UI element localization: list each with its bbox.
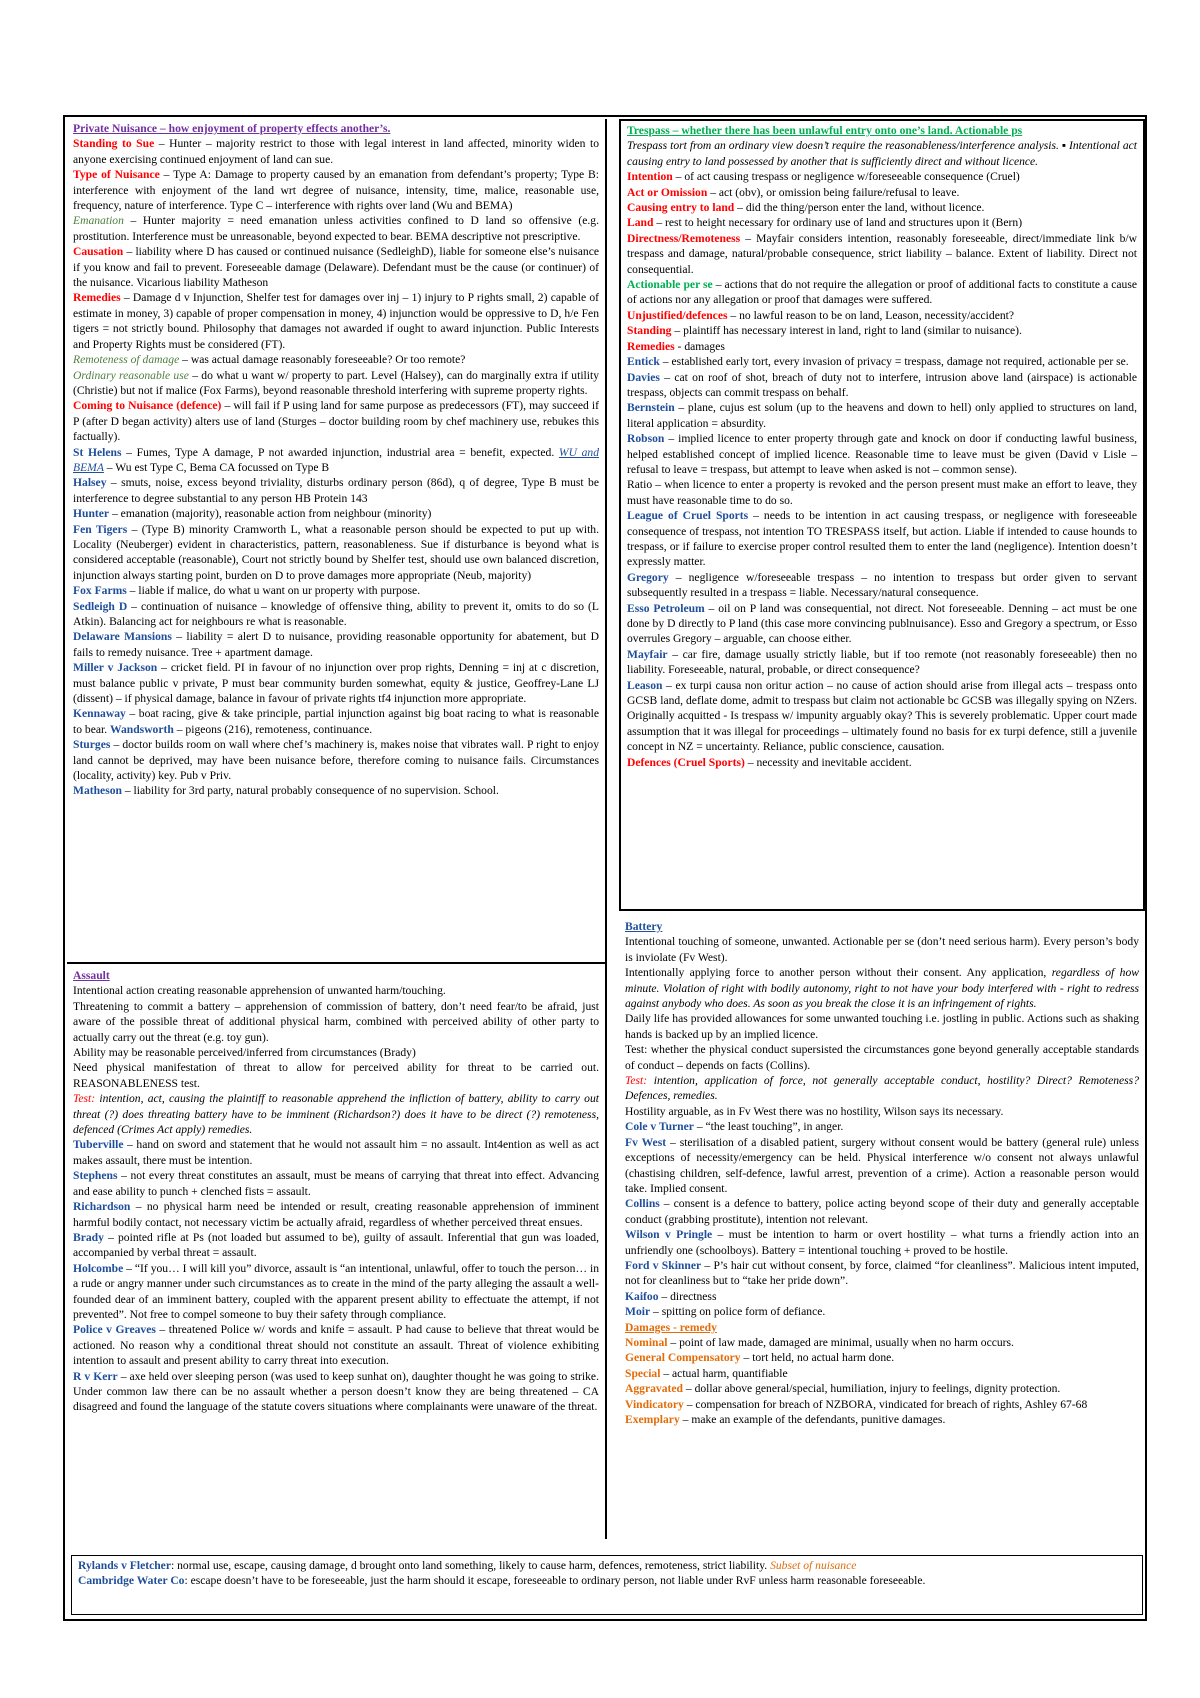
st-helens: St Helens – Fumes, Type A damage, P not awarded injunction, industrial area = benefit, expected. WU and BEMA – Wu est Type C, Bema CA focussed on Type B xyxy=(73,445,600,474)
battery-title: Battery xyxy=(625,920,663,933)
league-of-cruel-sports: League of Cruel Sports – needs to be intention in act causing trespass, or negligence with foreseeable consequence of trespass, not intention TO TRESPASS itself, but action. Liable if intended to cause hounds to trespass, or if failure to exercise proper control resulted them to enter the land (negligence). Intention doesn’t expressly matter. xyxy=(627,509,1137,569)
causation: Causation – liability where D has caused or continued nuisance (SedleighD), liable for someone else’s nuisance if you know and fail to prevent. Foreseeable damage (Delaware). Defendant must be the cause (or continuer) of the nuisance. Vicarious liability Matheson xyxy=(73,245,599,290)
nominal-damages: Nominal – point of law made, damaged are minimal, usually when no harm occurs. xyxy=(625,1335,1014,1349)
kennaway: Kennaway – boat racing, give & take principle, partial injunction against big boat racing to what is reasonable to bear. Wandsworth – pigeons (216), remoteness, continuance. xyxy=(73,707,599,736)
intention: Intention – of act causing trespass or negligence w/foreseeable consequence (Cruel) xyxy=(627,170,1020,184)
fv-west: Fv West – sterilisation of a disabled patient, surgery without consent would be battery (general rule) unless exceptions of necessity/emergency can be held. Physical interference w/o consent not always unlawful (chastising children, self-defence, lawful arrest, prevention of a crime). Action a reasonable person would take. Implied consent. xyxy=(625,1135,1139,1195)
cole-v-turner: Cole v Turner – “the least touching”, in anger. xyxy=(625,1120,844,1134)
police-v-greaves: Police v Greaves – threatened Police w/ words and knife = assault. P had cause to believe that threat would be actioned. No reason why a conditional threat should not constitute an assault. Threat of violence exhibiting intention to assault and present ability to carry threat into execution. xyxy=(73,1323,599,1368)
battery-daily-life: Daily life has provided allowances for some unwanted touching i.e. jostling in public. Actions such as shaking hands is backed up by an implied licence. xyxy=(625,1012,1139,1041)
battery-test-collins: Test: whether the physical conduct supersisted the circumstances gone beyond generally acceptable standards of conduct – depends on facts (Collins). xyxy=(625,1043,1139,1072)
gregory: Gregory – negligence w/foreseeable trespass – no intention to trespass but order given to servant subsequently resulted in a trespass = liable. Necessary/natural consequence. xyxy=(627,570,1137,600)
unjustified-defences: Unjustified/defences – no lawful reason to be on land, Leason, necessity/accident? xyxy=(627,308,1015,322)
land: Land – rest to height necessary for ordinary use of land and structures upon it (Bern) xyxy=(627,216,1023,230)
brady: Brady – pointed rifle at Ps (not loaded but assumed to be), guilty of assault. Inferential that gun was loaded, accompanied by verbal threat = assault. xyxy=(73,1230,599,1260)
miller-v-jackson: Miller v Jackson – cricket field. PI in favour of no injunction over prop rights, Denning = inj at c discretion, must balance public v private, P must bear community burden somewhat, equity & justice, Geoffrey-Lane LJ (dissent) – if physical damage, balance in favour of private rights tf4 injunction more appropriate. xyxy=(73,661,599,706)
kaifoo: Kaifoo – directness xyxy=(625,1289,717,1303)
sturges: Sturges – doctor builds room on wall where chef’s machinery is, makes noise that vibrates wall. P right to enjoy land cannot be deprived, may have been nuisance before, therefore coming to nuisance fails. Circumstances (locality, activity) key. Pub v Priv. xyxy=(73,738,599,783)
delaware-mansions: Delaware Mansions – liability = alert D to nuisance, providing reasonable opportunity for abatement, but D fails to remedy nuisance. Tree + apartment damage. xyxy=(73,630,600,659)
causing-entry: Causing entry to land – did the thing/person enter the land, without licence. xyxy=(627,201,985,215)
assault-definition: Intentional action creating reasonable apprehension of unwanted harm/touching. xyxy=(73,984,446,998)
trespass-remedies: Remedies - damages xyxy=(627,339,725,353)
robson-ratio: Ratio – when licence to enter a property is revoked and the person present must make an effort to leave, they must have reasonable time to do so. xyxy=(627,478,1137,507)
battery-test: Test: intention, application of force, not generally acceptable conduct, hostility? Direct? Remoteness? Defences, remedies. xyxy=(625,1074,1139,1103)
halsey: Halsey – smuts, noise, excess beyond triviality, disturbs ordinary person (86d), q of degree, Type B must be interference to degree substantial to any person HB Protein 143 xyxy=(73,476,599,505)
leason: Leason – ex turpi causa non oritur action – no cause of action should arise from illegal acts – trespass onto GCSB land, deflate dome, admit to trespass but claim not actionable bc GCSB was illegally spying on NZers. Originally acquitted - Is trespass w/ impunity arguably okay? This is severely problematic. Upper court made assumption that it was illegal for proceedings – ultimately found no basis for ex turpi defence, still a juvenile concept in NZ = uncertainty. Reliance, public conscience, causation. xyxy=(627,678,1137,754)
act-or-omission: Act or Omission – act (obv), or omission being failure/refusal to leave. xyxy=(627,185,960,199)
moir: Moir – spitting on police form of defiance. xyxy=(625,1305,826,1319)
left-column xyxy=(67,119,607,1539)
entick: Entick – established early tort, every invasion of privacy = trespass, damage not required, actionable per se. xyxy=(627,355,1129,369)
damages-remedy-heading: Damages - remedy xyxy=(625,1320,717,1334)
hunter: Hunter – emanation (majority), reasonable action from neighbour (minority) xyxy=(73,507,432,521)
ford-v-skinner: Ford v Skinner – P’s hair cut without consent, by force, claimed “for cleanliness”. Malicious intent imputed, not for cleanliness but to “take her pride down”. xyxy=(625,1258,1139,1288)
esso-petroleum: Esso Petroleum – oil on P land was consequential, not direct. Not foreseeable. Denning – act must be one done by D directly to P land (this case more convincing publnuisance). Esso and Gregory a spectrum, or Esso overrules Gregory – arguable, can choose either. xyxy=(627,601,1137,646)
remedies: Remedies – Damage d v Injunction, Shelfer test for damages over inj – 1) injury to P rights small, 2) capable of estimate in money, 3) capable of proper compensation in money, 4) injunction would be oppressive to D, h/e Fen tigers = not strictly bound. Philosophy that damages not awarded if ought to award injunction. Public Interests and Property Rights must be considered (FT). xyxy=(73,291,599,351)
assault-test: Test: intention, act, causing the plaintiff to reasonable apprehend the infliction of battery, ability to carry out threat (?) does threating battery have to be imminent (Richardson?) does it have to be direct (?) remoteness, defenced (Crimes Act apply) remedies. xyxy=(73,1092,599,1137)
trespass-title: Trespass – whether there has been unlawful entry onto one’s land. Actionable ps xyxy=(627,124,1023,137)
directness-remoteness: Directness/Remoteness – Mayfair considers intention, reasonably foreseeable, direct/immediate link b/w trespass and damage, natural/probable consequence, strict liability – balance. Extent of liability. Direct not consequential. xyxy=(627,231,1137,276)
general-compensatory: General Compensatory – tort held, no actual harm done. xyxy=(625,1351,895,1365)
assault-threat: Threatening to commit a battery – apprehension of commission of battery, don’t need fear/to be afraid, just aware of the possible threat of additional physical harm, combined with perceived ability of other party to actually carry out the threat (e.g. toy gun). xyxy=(73,999,599,1044)
trespass-intro: Trespass tort from an ordinary view doesn’t require the reasonableness/interference analysis. ▪ Intentional act causing entry to land possessed by another that is sufficiently direct and without licence. xyxy=(627,139,1137,168)
defences-cruel-sports: Defences (Cruel Sports) – necessity and inevitable accident. xyxy=(627,755,912,769)
vindicatory-damages: Vindicatory – compensation for breach of NZBORA, vindicated for breach of rights, Ashley 67-68 xyxy=(625,1397,1088,1411)
battery-force: Intentionally applying force to another person without their consent. Any application, regardless of how minute. Violation of right with bodily autonomy, right to not have your body interfered with - right to redress against anybody who does. As soon as you break the close it is an infringement of rights. xyxy=(625,966,1140,1011)
battery-section xyxy=(619,917,1145,1537)
davies: Davies – cat on roof of shot, breach of duty not to interfere, intrusion above land (airspace) is actionable trespass, objects can commit trespass on behalf. xyxy=(627,370,1137,399)
cambridge-water-co: Cambridge Water Co: escape doesn’t have to be foreseeable, just the harm should it escape, foreseeable to ordinary person, not liable under RvF unless harm reasonable foreseeable. xyxy=(78,1574,926,1588)
aggravated-damages: Aggravated – dollar above general/special, humiliation, injury to feelings, dignity protection. xyxy=(625,1382,1061,1396)
fox-farms: Fox Farms – liable if malice, do what u want on ur property with purpose. xyxy=(73,584,421,598)
assault-section xyxy=(67,966,605,1537)
sedleigh-d: Sedleigh D – continuation of nuisance – knowledge of offensive thing, ability to prevent it, omits to do so (L Atkin). Balancing act for neighbours re what is reasonable. xyxy=(73,599,599,628)
coming-to-nuisance: Coming to Nuisance (defence) – will fail if P using land for same purpose as predecessors (FT), may succeed if P (after D began activity) alters use of land (Sturges – doctor building room by chef machinery use, rebukes this factually). xyxy=(73,399,599,444)
stephens: Stephens – not every threat constitutes an assault, must be means of carrying that threat into effect. Advancing and ease ability to punch + clenched fists = assault. xyxy=(73,1169,599,1198)
wilson-v-pringle: Wilson v Pringle – must be intention to harm or overt hostility – what turns a friendly action into an unfriendly one (schoolboys). Battery = intentional touching + proved to be hostile. xyxy=(625,1228,1139,1257)
rylands-v-fletcher: Rylands v Fletcher: normal use, escape, causing damage, d brought onto land something, likely to cause harm, defences, remoteness, strict liability. Subset of nuisance xyxy=(78,1559,857,1572)
tuberville: Tuberville – hand on sword and statement that he would not assault him = no assault. Int4ention as well as act makes assault, there must be intention. xyxy=(73,1138,599,1167)
matheson: Matheson – liability for 3rd party, natural probably consequence of no supervision. School. xyxy=(73,784,499,798)
collins: Collins – consent is a defence to battery, police acting beyond scope of their duty and generally acceptable conduct (grabbing prostitute), intention not relevant. xyxy=(625,1197,1139,1226)
assault-title: Assault xyxy=(73,969,110,982)
trespass-section xyxy=(619,119,1145,911)
exemplary-damages: Exemplary – make an example of the defendants, punitive damages. xyxy=(625,1413,946,1426)
assault-ability: Ability may be reasonable perceived/inferred from circumstances (Brady) xyxy=(73,1046,416,1060)
assault-manifestation: Need physical manifestation of threat to allow for perceived ability for threat to be carried out. REASONABLENESS test. xyxy=(73,1061,599,1090)
ordinary-reasonable-use: Ordinary reasonable use – do what u want w/ property to part. Level (Halsey), can do marginally extra if utility (Christie) but not if malice (Fox Farms), beyond reasonable threshold interfering with supreme property rights. xyxy=(73,368,599,397)
rylands-section xyxy=(71,1555,1143,1615)
r-v-kerr: R v Kerr – axe held over sleeping person (was used to keep sunhat on), daughter thought he was going to strike. Under common law there can be no assault whether a person doesn’t know they are being threatened – CA disagreed and found the language of the statute covers situations where complainants were unaware of the threat. xyxy=(73,1369,599,1414)
notes-frame xyxy=(63,115,1147,1621)
standing: Standing – plaintiff has necessary interest in land, right to land (similar to nuisance). xyxy=(627,324,1022,338)
robson: Robson – implied licence to enter property through gate and knock on door if conducting lawful business, helped established concept of implied licence. Reasonable time to leave must be given (David v Lisle – refusal to leave = trespass, but attempt to leave when asked is not – common sense). xyxy=(627,432,1137,476)
richardson: Richardson – no physical harm need be intended or result, creating reasonable apprehension of imminent harmful bodily contact, not necessary victim be actually afraid, regardless of whether perceived threat ensues. xyxy=(73,1200,599,1229)
type-of-nuisance: Type of Nuisance – Type A: Damage to property caused by an emanation from defendant’s property; Type B: interference with enjoyment of the land wrt degree of nuisance, intensity, time, malice, reasonable use, frequency, nature of interference. Type C – interference with rights over land (Wu and BEMA) xyxy=(73,168,599,213)
remoteness-of-damage: Remoteness of damage – was actual damage reasonably foreseeable? Or too remote? xyxy=(73,353,466,367)
standing-to-sue: Standing to Sue – Hunter – majority restrict to those with legal interest in land affected, minority widen to anyone exercising continued enjoyment of land can sue. xyxy=(73,137,599,166)
battery-definition: Intentional touching of someone, unwanted. Actionable per se (don’t need serious harm). Every person’s body is inviolate (Fv West). xyxy=(625,935,1139,964)
fen-tigers: Fen Tigers – (Type B) minority Cramworth L, what a reasonable person should be expected to put up with. Locality (Neuberger) evident in characteristics, pattern, reasonableness. Sue if disturbance is beyond what is considered acceptable (reasonable), Court not strictly bound by Shelfer test, should use own balanced discretion, injunction always starting point, burden on D to prove damages more appropriate (Neub, majority) xyxy=(73,522,599,582)
private-nuisance-section xyxy=(67,119,605,964)
special-damages: Special – actual harm, quantifiable xyxy=(625,1366,788,1380)
mayfair: Mayfair – car fire, damage usually strictly liable, but if too remote (not reasonably foreseeable) then no liability. Foreseeable, natural, probable, or direct consequence? xyxy=(627,647,1137,677)
nuisance-title: Private Nuisance – how enjoyment of property effects another’s. xyxy=(73,122,391,135)
holcombe: Holcombe – “If you… I will kill you” divorce, assault is “an intentional, unlawful, offer to touch the person… in a rude or angry manner under such circumstances as to create in the mind of the party alleging the assault a well-founded dear of an imminent battery, coupled with the apparent present ability to effectuate the attempt, if not prevented”. Not free to compel someone to buy their safety through compliance. xyxy=(73,1261,599,1321)
bernstein: Bernstein – plane, cujus est solum (up to the heavens and down to hell) only applied to structures on land, literal application = absurdity. xyxy=(627,401,1137,430)
actionable-per-se: Actionable per se – actions that do not require the allegation or proof of additional facts to constitute a cause of actions nor any allegation or proof that damages were suffered. xyxy=(627,278,1137,307)
battery-hostility: Hostility arguable, as in Fv West there was no hostility, Wilson says its necessary. xyxy=(625,1104,1004,1118)
emanation: Emanation – Hunter majority = need emanation unless activities confined to D land so offensive (e.g. prostitution. Interference must be unreasonable, beyond expected to bear. BEMA descriptive not prescriptive. xyxy=(73,214,599,243)
